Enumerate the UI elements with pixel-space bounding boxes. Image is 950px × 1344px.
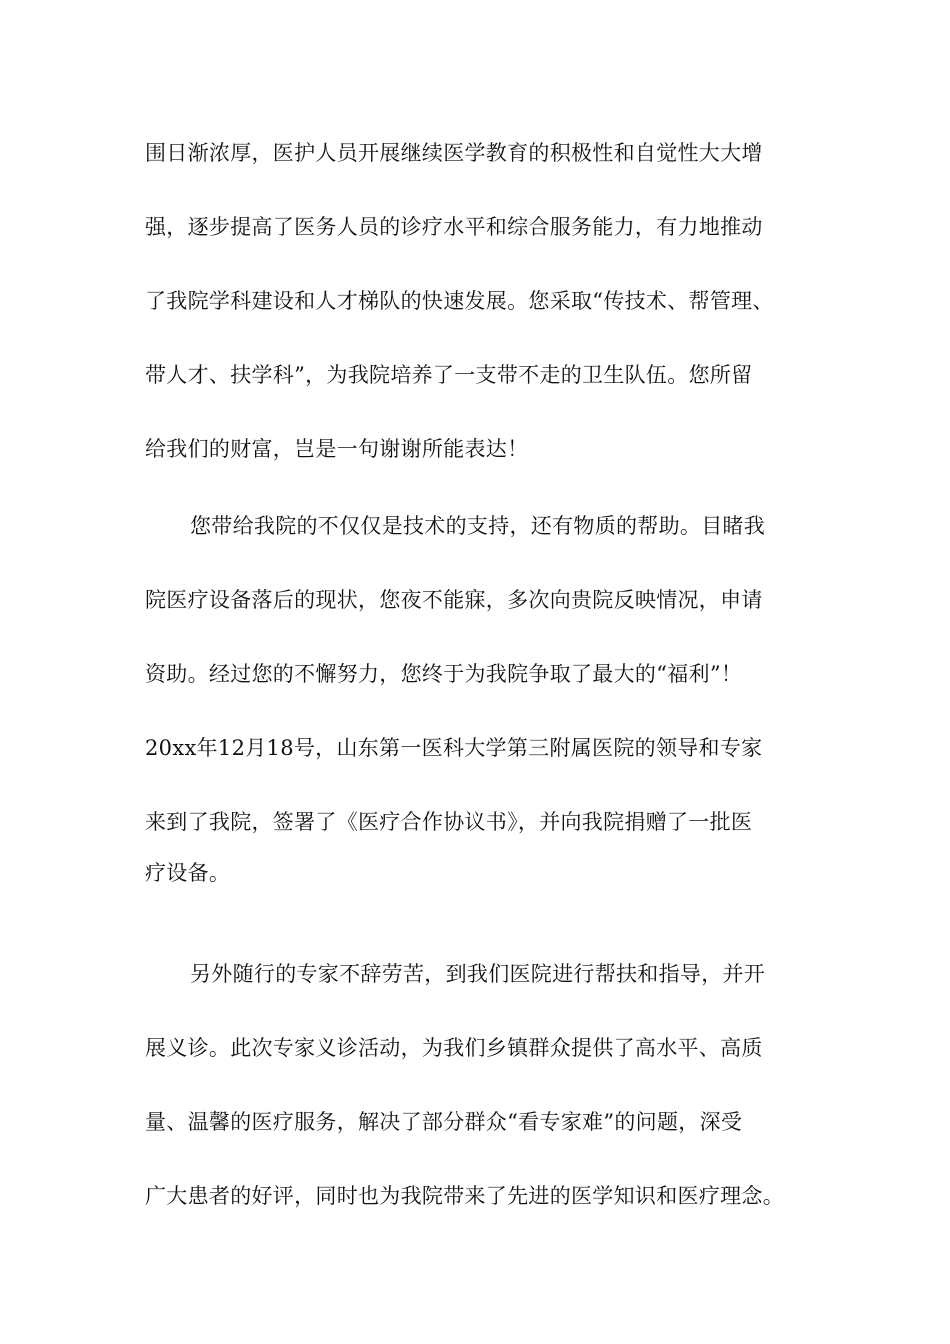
text-line: 展义诊。此次专家义诊活动，为我们乡镇群众提供了高水平、高质	[145, 1036, 763, 1060]
text-line: 资助。经过您的不懈努力，您终于为我院争取了最大的“福利”！	[145, 662, 743, 686]
text-line: 给我们的财富，岂是一句谢谢所能表达！	[145, 437, 529, 461]
text-line: 强，逐步提高了医务人员的诊疗水平和综合服务能力，有力地推动	[145, 215, 763, 239]
paragraph-first-line: 您带给我院的不仅仅是技术的支持，还有物质的帮助。目睹我	[190, 514, 766, 538]
text-line: 疗设备。	[145, 861, 231, 885]
text-line: 来到了我院，签署了《医疗合作协议书》，并向我院捐赠了一批医	[145, 810, 753, 834]
text-line: 带人才、扶学科”，为我院培养了一支带不走的卫生队伍。您所留	[145, 363, 753, 387]
paragraph-first-line: 另外随行的专家不辞劳苦，到我们医院进行帮扶和指导，并开	[190, 962, 766, 986]
text-line: 围日渐浓厚，医护人员开展继续医学教育的积极性和自觉性大大增	[145, 141, 763, 165]
text-line: 量、温馨的医疗服务，解决了部分群众“看专家难”的问题，深受	[145, 1110, 743, 1134]
text-line: 广大患者的好评，同时也为我院带来了先进的医学知识和医疗理念。	[145, 1184, 784, 1208]
text-line: 了我院学科建设和人才梯队的快速发展。您采取“传技术、帮管理、	[145, 289, 774, 313]
text-line: 院医疗设备落后的现状，您夜不能寐，多次向贵院反映情况，申请	[145, 588, 763, 612]
text-line: 20xx年12月18号，山东第一医科大学第三附属医院的领导和专家	[145, 736, 763, 760]
